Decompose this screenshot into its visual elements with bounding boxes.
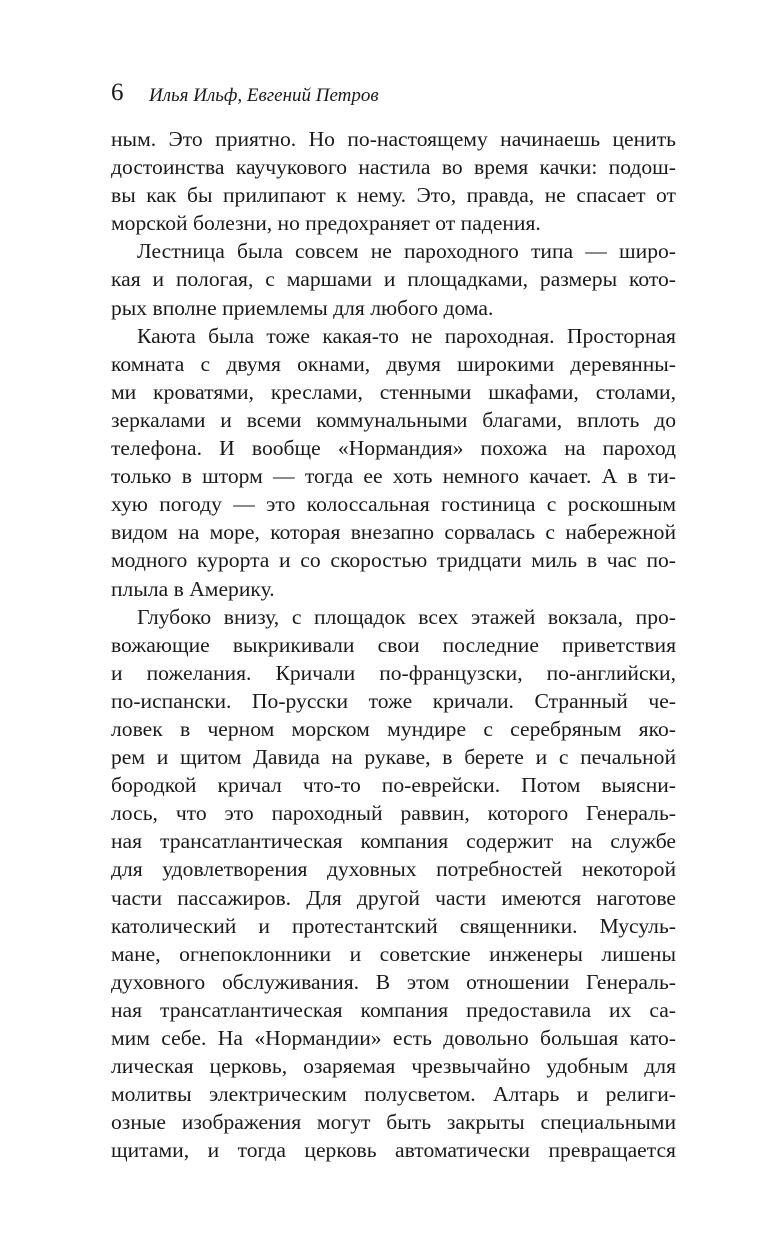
text-line: видом на море, которая внезапно сорвалась с набережной bbox=[111, 520, 676, 545]
text-line: хую погоду — это колоссальная гостиница с роскошным bbox=[111, 492, 676, 517]
page-number: 6 bbox=[111, 79, 124, 106]
text-line: ным. Это приятно. Но по-настоящему начинаешь ценить bbox=[111, 127, 676, 151]
text-line: лось, что это пароходный раввин, которого Генераль- bbox=[111, 801, 676, 826]
paragraph bbox=[111, 603, 676, 1165]
paragraph bbox=[111, 322, 676, 603]
text-line: для удовлетворения духовных потребностей некоторой bbox=[111, 857, 676, 882]
text-line: рых вполне приемлемы для любого дома. bbox=[111, 295, 494, 320]
text-line: зеркалами и всеми коммунальными благами, вплоть до bbox=[111, 407, 676, 432]
text-line: вожающие выкрикивали свои последние приветствия bbox=[111, 632, 676, 657]
paragraph bbox=[111, 237, 676, 321]
text-line: мане, огнепоклонники и советские инженеры лишены bbox=[111, 941, 676, 966]
page-body bbox=[111, 125, 676, 1164]
text-line: и пожелания. Кричали по-французски, по-английски, bbox=[111, 660, 676, 685]
text-line: части пассажиров. Для другой части имеются наготове bbox=[111, 885, 676, 910]
running-head bbox=[111, 78, 676, 112]
text-line: ная трансатлантическая компания содержит на службе bbox=[111, 829, 676, 854]
text-line: морской болезни, но предохраняет от падения. bbox=[111, 211, 541, 236]
text-line: комната с двумя окнами, двумя широкими деревянны- bbox=[111, 351, 676, 376]
text-line: бородкой кричал что-то по-еврейски. Потом выясни- bbox=[111, 773, 676, 798]
text-line: Глубоко внизу, с площадок всех этажей вокзала, про- bbox=[137, 604, 676, 629]
text-line: духовного обслуживания. В этом отношении Генераль- bbox=[111, 969, 676, 994]
text-line: озные изображения могут быть закрыты специальными bbox=[111, 1110, 676, 1135]
text-line: Лестница была совсем не пароходного типа — широ- bbox=[137, 239, 676, 264]
text-line: по-испански. По-русски тоже кричали. Странный че- bbox=[111, 688, 676, 713]
text-line: вы как бы прилипают к нему. Это, правда, не спасает от bbox=[111, 183, 676, 208]
paragraph bbox=[111, 125, 676, 237]
text-line: достоинства каучукового настила во время качки: подош- bbox=[111, 155, 676, 180]
book-author-header: Илья Ильф, Евгений Петров bbox=[149, 85, 379, 106]
text-line: только в шторм — тогда ее хоть немного качает. А в ти- bbox=[111, 464, 676, 489]
text-line: плыла в Америку. bbox=[111, 576, 275, 601]
text-line: телефона. И вообще «Нормандия» похожа на пароход bbox=[111, 436, 676, 461]
text-line: католический и протестантский священники. Мусуль- bbox=[111, 913, 676, 938]
text-line: ловек в черном морском мундире с серебряным яко- bbox=[111, 716, 676, 741]
text-line: кая и пологая, с маршами и площадками, размеры кото- bbox=[111, 267, 676, 292]
text-line: лическая церковь, озаряемая чрезвычайно удобным для bbox=[111, 1054, 676, 1079]
text-line: Каюта была тоже какая-то не пароходная. Просторная bbox=[137, 323, 676, 348]
text-line: модного курорта и со скоростью тридцати миль в час по- bbox=[111, 548, 676, 573]
text-line: рем и щитом Давида на рукаве, в берете и с печальной bbox=[111, 745, 676, 770]
text-line: щитами, и тогда церковь автоматически превращается bbox=[111, 1138, 676, 1163]
text-line: ная трансатлантическая компания предоставила их са- bbox=[111, 997, 676, 1022]
text-line: молитвы электрическим полусветом. Алтарь и религи- bbox=[111, 1082, 676, 1107]
text-line: мим себе. На «Нормандии» есть довольно большая като- bbox=[111, 1026, 676, 1050]
text-line: ми кроватями, креслами, стенными шкафами, столами, bbox=[111, 379, 676, 404]
